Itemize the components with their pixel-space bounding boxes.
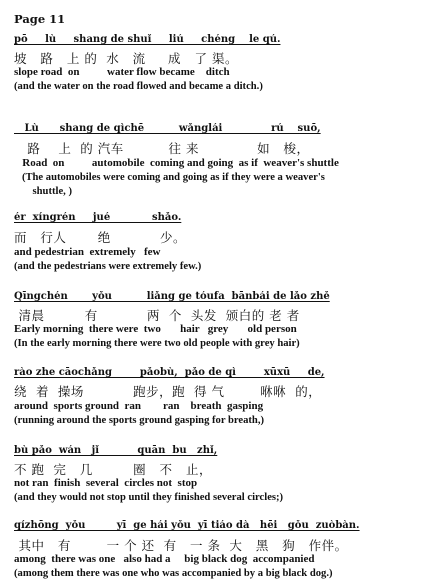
english-gloss-line: slope road on water flow became ditch [14,66,230,78]
chinese-line: 清晨 有 两 个 头发 颁白的 老 者 [14,308,300,323]
pinyin-line: bù pǎo wán jǐ quān bu zhǐ, [14,445,218,456]
pinyin-line: qízhōng yǒu yī ge hái yǒu yī tiáo dà hēi gǒu zuòbàn. [14,520,360,531]
pinyin-line: Lù shang de qìchē wǎnglái rú suō, [14,123,321,134]
chinese-line: 路 上 的 汽车 往 来 如 梭， [14,141,310,156]
translation-line: (and they would not stop until they finished several circles;) [14,492,284,503]
translation-line: (among them there was one who was accompanied by a big black dog.) [14,568,333,579]
english-gloss-line: among there was one also had a big black dog accompanied [14,553,315,565]
pinyin-line: Qīngchén yǒu liǎng ge tóufa bānbái de lǎo zhě [14,291,330,302]
english-gloss-line: and pedestrian extremely few [14,246,161,258]
chinese-line: 坡 路 上 的 水 流 成 了 渠。 [14,51,238,66]
translation-line: (and the pedestrians were extremely few.) [14,261,202,272]
pinyin-line: ér xíngrén jué shǎo. [14,212,182,223]
english-gloss-line: Road on automobile coming and going as if weaver's shuttle [14,157,339,169]
chinese-line: 绕 着 操场 跑步，跑 得 气 咻咻 的， [14,384,322,399]
chinese-line: 不 跑 完 几 圈 不 止， [14,462,212,477]
english-gloss-line: Early morning there were two hair grey old person [14,323,297,335]
english-gloss-line: around sports ground ran ran breath gasping [14,400,264,412]
translation-line: shuttle, ) [14,186,72,197]
translation-line: (and the water on the road flowed and became a ditch.) [14,81,263,92]
pinyin-line: pō lù shang de shuǐ liú chéng le qú. [14,34,281,45]
translation-line: (The automobiles were coming and going as if they were a weaver's [14,172,325,183]
chinese-line: 而 行人 绝 少。 [14,230,186,245]
translation-line: (In the early morning there were two old people with grey hair) [14,338,300,349]
translation-line: (running around the sports ground gasping for breath,) [14,415,264,426]
pinyin-line: rào zhe cāochǎng pǎobù, pǎo de qì xūxū de, [14,367,325,378]
english-gloss-line: not ran finish several circles not stop [14,477,198,489]
chinese-line: 其中 有 一 个 还 有 一 条 大 黑 狗 作伴。 [14,538,348,553]
page-title: Page 11 [14,12,66,26]
